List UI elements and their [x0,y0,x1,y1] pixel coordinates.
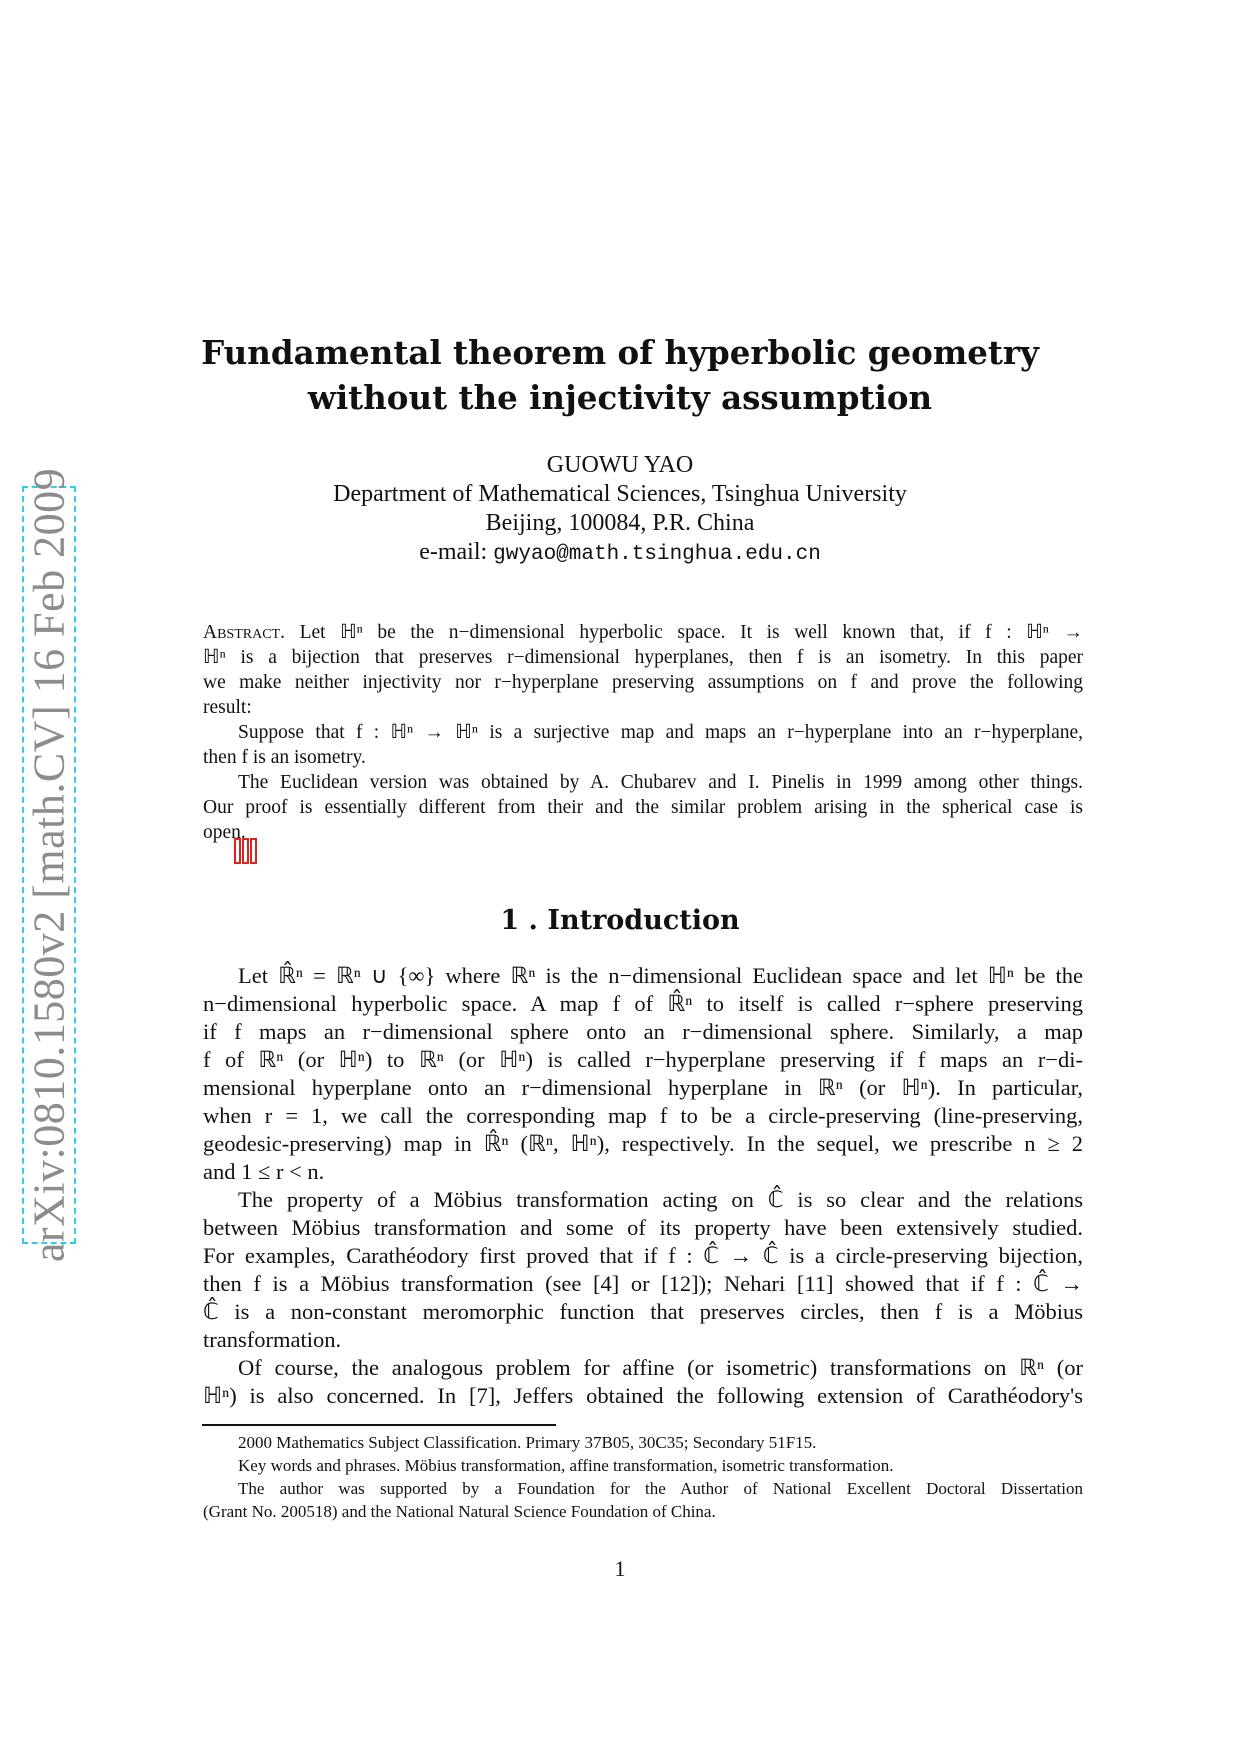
footnote-rule [202,1424,556,1426]
abstract-line-4: result: [203,697,252,718]
arxiv-stamp-text: arXiv:0810.1580v2 [math.CV] 16 Feb 2009 [24,467,74,1263]
intro-line-14: transformation. [203,1327,342,1352]
email-link[interactable]: gwyao@math.tsinghua.edu.cn [493,543,821,566]
abstract-line-1 [203,620,1083,645]
abstract-line-5: Suppose that f : ℍⁿ → ℍⁿ is a surjective map and maps an r−hyperplane into an r−hyperplane, [238,722,1083,743]
title-line-2: without the injectivity assumption [307,378,933,417]
intro-line-9: The property of a Möbius transformation acting on ℂ̂ is so clear and the relations [238,1187,1083,1212]
abstract-line-9: open. [203,822,246,843]
section-1-title: 1 . Introduction [500,905,740,936]
intro-line-3: if f maps an r−dimensional sphere onto an r−dimensional sphere. Similarly, a map [203,1019,1083,1044]
abstract-line-7: The Euclidean version was obtained by A. Chubarev and I. Pinelis in 1999 among other things. [238,772,1083,793]
author-email-line [140,539,1100,566]
intro-line-4: f of ℝⁿ (or ℍⁿ) to ℝⁿ (or ℍⁿ) is called r−hyperplane preserving if f maps an r−di- [203,1047,1083,1072]
footnote-msc: 2000 Mathematics Subject Classification. Primary 37B05, 30C35; Secondary 51F15. [238,1433,817,1452]
email-label: e-mail: [419,539,488,565]
abstract-line-2: ℍⁿ is a bijection that preserves r−dimensional hyperplanes, then f is an isometry. In this paper [203,647,1083,668]
footnote-keywords: Key words and phrases. Möbius transformation, affine transformation, isometric transformation. [238,1456,894,1475]
author-address: Beijing, 100084, P.R. China [485,510,755,536]
abstract-line-8: Our proof is essentially different from their and the similar problem arising in the spherical case is [203,797,1083,818]
intro-line-8: and 1 ≤ r < n. [203,1159,325,1184]
footnote-support-1: The author was supported by a Foundation for the Author of National Excellent Doctoral Dissertation [238,1479,1083,1498]
arxiv-stamp [22,467,76,1263]
qed-marker-icon [234,838,258,864]
intro-line-6: when r = 1, we call the corresponding map f to be a circle-preserving (line-preserving, [203,1103,1083,1128]
abstract-line-6: then f is an isometry. [203,747,366,768]
footnote-support-2: (Grant No. 200518) and the National Natural Science Foundation of China. [203,1502,716,1521]
intro-line-11: For examples, Carathéodory first proved that if f : ℂ̂ → ℂ̂ is a circle-preserving bijection, [203,1243,1083,1268]
abstract-text-1: Let ℍⁿ be the n−dimensional hyperbolic space. It is well known that, if f : ℍⁿ → [299,622,1083,643]
intro-line-1: Let ℝ̂ⁿ = ℝⁿ ∪ {∞} where ℝⁿ is the n−dimensional Euclidean space and let ℍⁿ be the [238,963,1083,988]
intro-line-12: then f is a Möbius transformation (see [4] or [12]); Nehari [11] showed that if f : ℂ̂ → [203,1271,1083,1296]
abstract-label: Abstract. [203,622,285,643]
title-line-1: Fundamental theorem of hyperbolic geometry [201,333,1039,372]
author-name: GUOWU YAO [546,452,694,478]
intro-line-5: mensional hyperplane onto an r−dimensional hyperplane in ℝⁿ (or ℍⁿ). In particular, [203,1075,1083,1100]
intro-line-16: ℍⁿ) is also concerned. In [7], Jeffers obtained the following extension of Carathéodory's [203,1383,1083,1408]
intro-line-13: ℂ̂ is a non-constant meromorphic function that preserves circles, then f is a Möbius [203,1299,1083,1324]
author-affiliation: Department of Mathematical Sciences, Tsinghua University [333,481,907,507]
abstract-line-3: we make neither injectivity nor r−hyperplane preserving assumptions on f and prove the following [203,672,1083,693]
intro-line-15: Of course, the analogous problem for affine (or isometric) transformations on ℝⁿ (or [238,1355,1083,1380]
intro-line-10: between Möbius transformation and some of its property have been extensively studied. [203,1215,1083,1240]
page-number: 1 [614,1556,626,1581]
intro-line-2: n−dimensional hyperbolic space. A map f of ℝ̂ⁿ to itself is called r−sphere preserving [203,991,1083,1016]
intro-line-7: geodesic-preserving) map in ℝ̂ⁿ (ℝⁿ, ℍⁿ), respectively. In the sequel, we prescribe n ≥ 2 [203,1131,1083,1156]
